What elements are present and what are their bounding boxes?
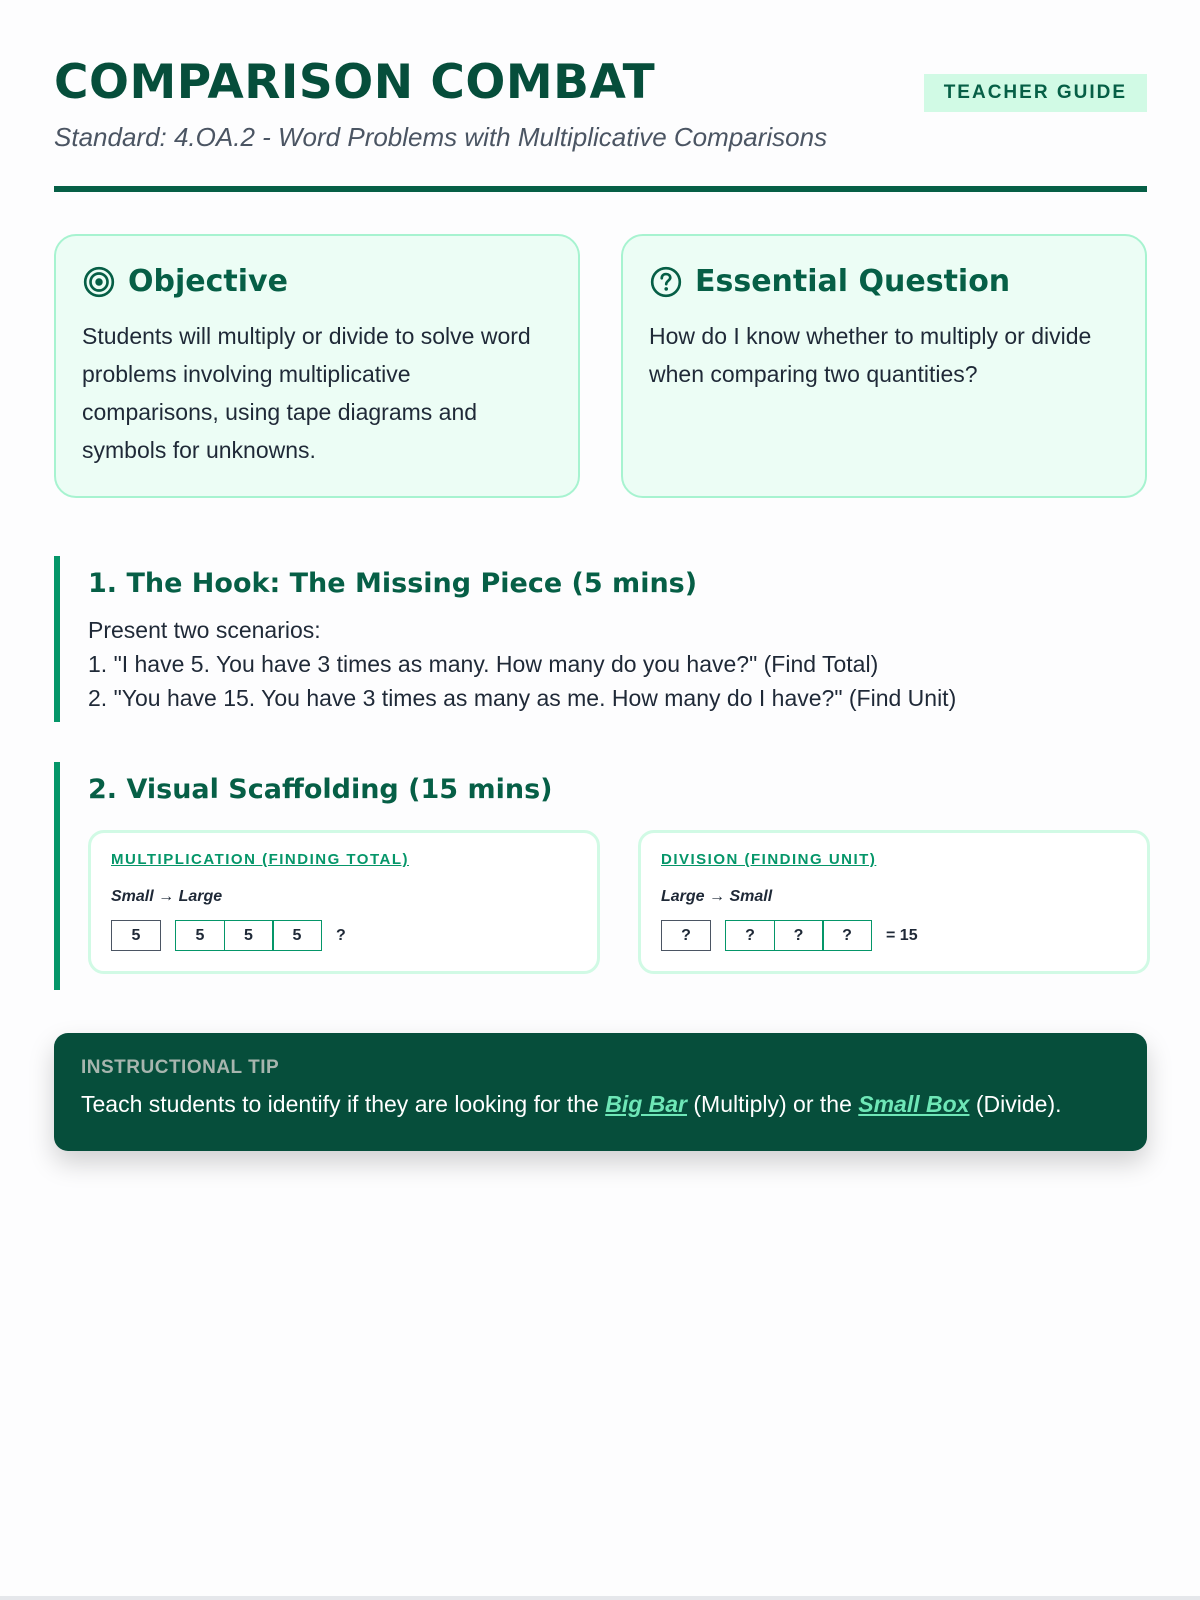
multiplication-tape-diagram	[111, 920, 577, 951]
tip-text-part: Teach students to identify if they are looking for the	[81, 1091, 606, 1117]
essential-question-heading: Essential Question	[695, 264, 1011, 299]
tip-label: INSTRUCTIONAL TIP	[81, 1057, 280, 1078]
hook-line: 2. "You have 15. You have 3 times as many as me. How many do I have?" (Find Unit)	[88, 685, 957, 711]
small-box-highlight: Small Box	[858, 1091, 970, 1117]
group-box: 5	[224, 920, 274, 951]
group-box: 5	[175, 920, 225, 951]
group-box: ?	[822, 920, 872, 951]
objective-card	[54, 234, 580, 498]
essential-question-card-header	[649, 264, 1119, 299]
essential-question-text: How do I know whether to multiply or divide when comparing two quantities?	[649, 323, 1092, 387]
division-tape-diagram	[661, 920, 1127, 951]
multiplication-title: MULTIPLICATION (FINDING TOTAL)	[111, 851, 410, 868]
hook-line: 1. "I have 5. You have 3 times as many. How many do you have?" (Find Total)	[88, 651, 879, 677]
hook-section	[54, 556, 1181, 722]
multiplication-panel	[88, 830, 600, 974]
scaffolding-heading: 2. Visual Scaffolding (15 mins)	[88, 774, 553, 805]
header-divider	[54, 186, 1147, 192]
division-panel	[638, 830, 1150, 974]
unit-box: 5	[111, 920, 161, 951]
objective-heading: Objective	[128, 264, 288, 299]
question-circle-icon	[649, 265, 683, 299]
multiplication-direction: Small → Large	[111, 888, 223, 905]
hook-line: Present two scenarios:	[88, 617, 321, 643]
page-header	[54, 52, 1147, 153]
tape-result: = 15	[886, 926, 918, 944]
group-box: 5	[272, 920, 322, 951]
standard-subtitle: Standard: 4.OA.2 - Word Problems with Multiplicative Comparisons	[54, 122, 828, 152]
group-box: ?	[774, 920, 824, 951]
big-bar-highlight: Big Bar	[605, 1091, 687, 1117]
hook-heading: 1. The Hook: The Missing Piece (5 mins)	[88, 568, 698, 599]
tip-text-part: (Divide).	[969, 1091, 1062, 1117]
hook-text	[88, 613, 1181, 715]
unit-box: ?	[661, 920, 711, 951]
division-direction: Large → Small	[661, 888, 773, 905]
tape-result: ?	[336, 926, 346, 944]
division-title: DIVISION (FINDING UNIT)	[661, 851, 877, 868]
page-title: COMPARISON COMBAT	[54, 55, 656, 110]
scaffolding-section	[54, 762, 1181, 990]
group-box: ?	[725, 920, 775, 951]
tip-text-part: (Multiply) or the	[687, 1091, 859, 1117]
essential-question-card	[621, 234, 1147, 498]
objective-text: Students will multiply or divide to solve word problems involving multiplicative comparisons, using tape diagrams and symbols for unknowns.	[82, 323, 531, 463]
teacher-guide-badge: TEACHER GUIDE	[924, 74, 1147, 112]
page-bottom-edge	[0, 1596, 1200, 1600]
group-bar	[725, 920, 872, 951]
instructional-tip-box	[54, 1033, 1147, 1151]
target-icon	[82, 265, 116, 299]
objective-card-header	[82, 264, 552, 299]
tip-text	[81, 1091, 1120, 1118]
group-bar	[175, 920, 322, 951]
